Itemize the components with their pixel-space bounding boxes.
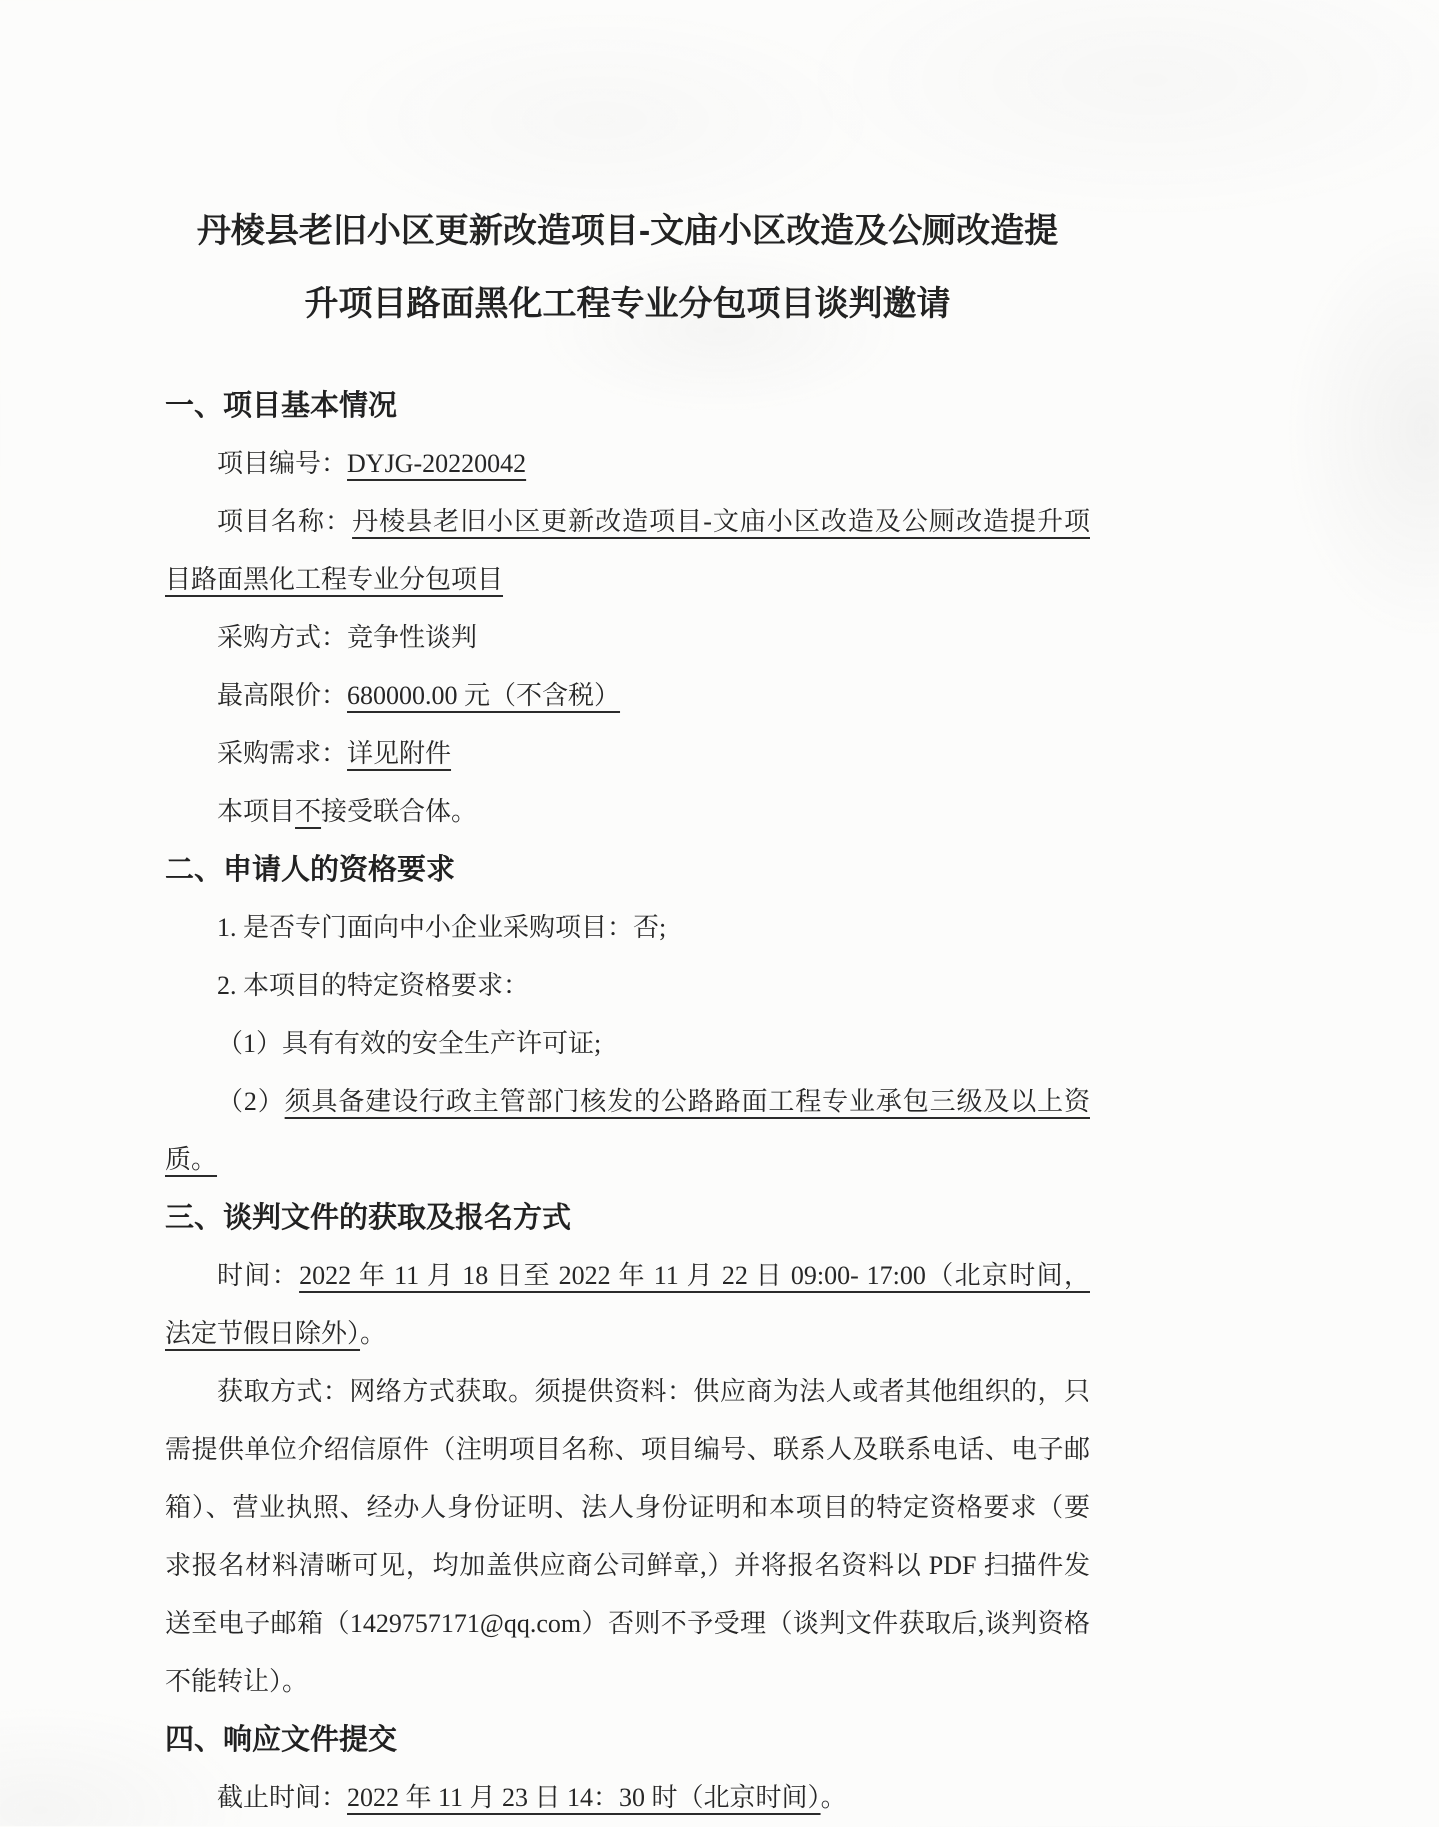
consortium-line — [165, 783, 1090, 841]
obtain-method-line-4: 求报名材料清晰可见，均加盖供应商公司鲜章,）并将报名资料以 PDF 扫描件发 — [165, 1551, 1090, 1580]
submission-deadline-value: 2022 年 11 月 23 日 14：30 时（北京时间） — [347, 1783, 821, 1812]
qualification-item-2-2-line-2 — [165, 1131, 1090, 1189]
section-3-heading: 三、谈判文件的获取及报名方式 — [165, 1202, 572, 1234]
obtain-method-line-3: 箱）、营业执照、经办人身份证明、法人身份证明和本项目的特定资格要求（要 — [165, 1493, 1090, 1522]
max-price-label: 最高限价： — [217, 681, 348, 710]
consortium-text-post: 接受联合体。 — [321, 797, 478, 826]
qualification-item-1: 1. 是否专门面向中小企业采购项目：否; — [217, 913, 667, 942]
obtain-method-line-5: 送至电子邮箱（1429757171@qq.com）否则不予受理（谈判文件获取后,谈判资格 — [165, 1609, 1090, 1638]
qualification-item-2-2-prefix: （2） — [217, 1087, 285, 1116]
procurement-demand-line — [165, 725, 1090, 783]
project-name-value-part-2: 目路面黑化工程专业分包项目 — [165, 565, 504, 594]
procurement-method-line — [165, 609, 1090, 667]
procurement-method-label: 采购方式： — [217, 623, 348, 652]
title-line-2: 升项目路面黑化工程专业分包项目谈判邀请 — [304, 285, 951, 323]
project-name-line-2 — [165, 551, 1090, 609]
qualification-item-2-2-text-part-2: 质。 — [165, 1145, 218, 1174]
qualification-item-2: 2. 本项目的特定资格要求： — [217, 971, 530, 1000]
qualification-item-2-1: （1）具有有效的安全生产许可证; — [217, 1029, 602, 1058]
project-name-value-part-1: 丹棱县老旧小区更新改造项目-文庙小区改造及公厕改造提升项 — [352, 507, 1090, 536]
project-name-line-1 — [165, 493, 1090, 551]
section-4-heading: 四、响应文件提交 — [165, 1724, 398, 1756]
project-number-label: 项目编号： — [217, 449, 348, 478]
qualification-item-2-2-line-1 — [165, 1073, 1090, 1131]
document-title — [165, 195, 1090, 341]
qualification-item-2-2-text-part-1: 须具备建设行政主管部门核发的公路路面工程专业承包三级及以上资 — [284, 1087, 1090, 1116]
max-price-value: 680000.00 元（不含税） — [347, 681, 621, 710]
submission-deadline-label: 截止时间： — [217, 1783, 348, 1812]
submission-deadline-line — [165, 1769, 1090, 1827]
consortium-text-pre: 本项目 — [217, 797, 296, 826]
section-2-heading: 二、申请人的资格要求 — [165, 854, 456, 886]
document-body — [165, 377, 1090, 1827]
obtain-time-period: 。 — [360, 1319, 387, 1348]
project-number-line — [165, 435, 1090, 493]
obtain-method-line-1: 获取方式：网络方式获取。须提供资料：供应商为法人或者其他组织的，只 — [217, 1377, 1090, 1406]
title-line-1: 丹棱县老旧小区更新改造项目-文庙小区改造及公厕改造提 — [196, 212, 1059, 250]
submission-deadline-period: 。 — [820, 1783, 847, 1812]
consortium-text-not: 不 — [295, 797, 322, 826]
procurement-demand-label: 采购需求： — [217, 739, 348, 768]
obtain-time-value-part-1: 2022 年 11 月 18 日至 2022 年 11 月 22 日 09:00- 17:00（北京时间， — [299, 1261, 1090, 1290]
obtain-time-line-2 — [165, 1305, 1090, 1363]
project-number-value: DYJG-20220042 — [347, 449, 527, 478]
procurement-demand-value: 详见附件 — [347, 739, 452, 768]
obtain-method-line-2: 需提供单位介绍信原件（注明项目名称、项目编号、联系人及联系电话、电子邮 — [165, 1435, 1090, 1464]
project-name-label: 项目名称： — [217, 507, 353, 536]
procurement-method-value: 竞争性谈判 — [347, 623, 478, 652]
obtain-method-line-6: 不能转让）。 — [165, 1667, 309, 1696]
obtain-time-line-1 — [165, 1247, 1090, 1305]
document-page — [165, 0, 1090, 1827]
obtain-time-label: 时间： — [217, 1261, 300, 1290]
max-price-line — [165, 667, 1090, 725]
obtain-time-value-part-2: 法定节假日除外） — [165, 1319, 361, 1348]
section-1-heading: 一、项目基本情况 — [165, 390, 398, 422]
